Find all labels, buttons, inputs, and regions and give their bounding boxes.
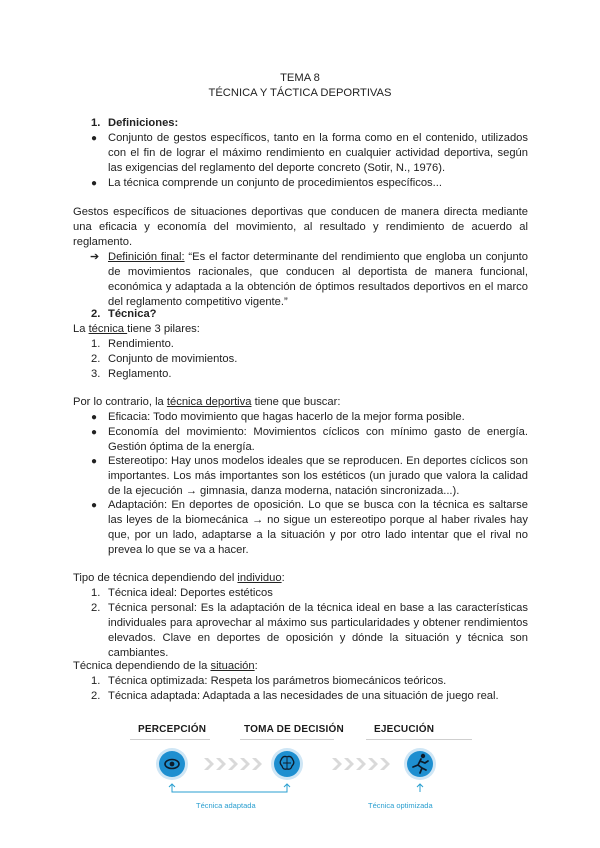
- caption-tecnica-optimizada: Técnica optimizada: [368, 801, 433, 810]
- individuo-post: :: [281, 572, 285, 584]
- label-underline: [366, 739, 472, 740]
- final-definition-label: Definición final:: [108, 251, 185, 263]
- diagram-label-percepcion: PERCEPCIÓN: [138, 724, 207, 735]
- list-number: 2.: [91, 602, 101, 614]
- situacion-link: situación: [210, 660, 255, 672]
- buscar-item: Estereotipo: Hay unos modelos ideales que se reproducen. En deportes cíclicos son importantes. Los más importantes son los estéticos (un jurado que valora la calidad de la ejecución → gimnasia, danza moderna, natación sincronizada...).: [108, 455, 528, 497]
- buscar-item: Adaptación: En deportes de oposición. Lo que se busca con la técnica es saltarse las leyes de la biomecánica → no sigue un estereotipo porque al haber rivales hay que, por un lado, adaptarse a la situación y por otro lado intentar que el rival no prevea lo que se va a hacer.: [108, 499, 528, 556]
- list-number: 2.: [91, 690, 101, 702]
- pilares-post: tiene 3 pilares:: [127, 323, 200, 335]
- tema-number: TEMA 8: [280, 72, 320, 84]
- label-underline: [240, 739, 334, 740]
- situacion-post: :: [254, 660, 258, 672]
- brain-icon: [271, 748, 303, 780]
- label-underline: [130, 739, 210, 740]
- runner-icon: [404, 748, 436, 780]
- buscar-pre: Por lo contrario, la: [73, 396, 167, 408]
- buscar-link: técnica deportiva: [166, 396, 252, 408]
- pilar-item: Conjunto de movimientos.: [108, 353, 238, 365]
- section-1-number: 1.: [91, 117, 101, 129]
- definition-bullet-1: Conjunto de gestos específicos, tanto en la forma como en el contenido, utilizados con el fin de lograr el máximo rendimiento en cualquier actividad deportiva, según las exigencias del reglamento del deporte concreto (Sotir, N., 1976).: [108, 132, 528, 174]
- diagram-label-decision: TOMA DE DECISIÓN: [244, 724, 344, 735]
- bullet-icon: ●: [91, 412, 98, 423]
- pilares-pre: La: [73, 323, 89, 335]
- definition-bullet-2: La técnica comprende un conjunto de procedimientos específicos...: [108, 177, 442, 189]
- list-number: 2.: [91, 353, 101, 365]
- pilares-intro: [73, 322, 200, 337]
- situacion-item: Técnica optimizada: Respeta los parámetros biomecánicos teóricos.: [108, 675, 447, 687]
- pilar-item: Rendimiento.: [108, 338, 174, 350]
- bullet-icon: ●: [91, 133, 98, 144]
- bullet-icon: ●: [91, 178, 98, 189]
- buscar-intro: [73, 395, 340, 410]
- buscar-item: Eficacia: Todo movimiento que hagas hacerlo de la mejor forma posible.: [108, 411, 465, 423]
- individuo-item: Técnica ideal: Deportes estéticos: [108, 587, 273, 599]
- pilar-item: Reglamento.: [108, 368, 172, 380]
- buscar-item: Economía del movimiento: Movimientos cíclicos con mínimo gasto de energía. Gestión óptima de la energía.: [108, 426, 528, 453]
- final-definition: [108, 250, 528, 310]
- technique-diagram: [124, 712, 480, 812]
- list-number: 1.: [91, 587, 101, 599]
- list-number: 3.: [91, 368, 101, 380]
- section-2-heading: Técnica?: [108, 308, 157, 320]
- individuo-link: individuo: [237, 572, 282, 584]
- arrow-icon: ➔: [90, 251, 100, 263]
- eye-icon: [156, 748, 188, 780]
- page-title: TÉCNICA Y TÁCTICA DEPORTIVAS: [208, 87, 392, 99]
- list-number: 1.: [91, 338, 101, 350]
- list-number: 1.: [91, 675, 101, 687]
- individuo-item: Técnica personal: Es la adaptación de la técnica ideal en base a las características individuales para aprovechar al máximo sus particularidades y obtener rendimientos elevados. Clave en deportes de oposición y dónde la situación y técnica son cambiantes.: [108, 602, 528, 659]
- caption-tecnica-adaptada: Técnica adaptada: [196, 801, 256, 810]
- section-2-number: 2.: [91, 308, 101, 320]
- individuo-pre: Tipo de técnica dependiendo del: [73, 572, 238, 584]
- final-definition-text: “Es el factor determinante del rendimiento que engloba un conjunto de movimientos racionales, que conducen al deportista de manera funcional, económica y adaptada a la obtención de óptimos resultados deportivos en el marco del reglamento competitivo vigente.”: [108, 251, 528, 308]
- bullet-icon: ●: [91, 500, 98, 511]
- situacion-item: Técnica adaptada: Adaptada a las necesidades de una situación de juego real.: [108, 690, 499, 702]
- pilares-link: técnica: [88, 323, 128, 335]
- individuo-intro: [73, 571, 285, 586]
- section-1-heading: Definiciones:: [108, 117, 179, 129]
- bullet-icon: ●: [91, 427, 98, 438]
- diagram-label-ejecucion: EJECUCIÓN: [374, 724, 435, 735]
- situacion-pre: Técnica dependiendo de la: [73, 660, 211, 672]
- connector-lines: [169, 784, 423, 792]
- situacion-intro: [73, 659, 258, 674]
- bullet-icon: ●: [91, 456, 98, 467]
- buscar-post: tiene que buscar:: [251, 396, 341, 408]
- definition-paragraph: Gestos específicos de situaciones deportivas que conducen de manera directa mediante una eficacia y economía del movimiento, al resultado y rendimiento de acuerdo al reglamento.: [73, 206, 528, 248]
